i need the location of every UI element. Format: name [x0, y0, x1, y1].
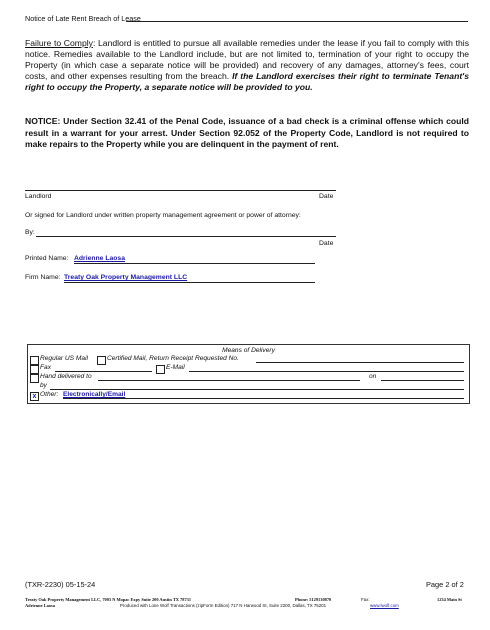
certified-mail-label: Certified Mail, Return Receipt Requested No.	[107, 355, 239, 362]
document-title: Notice of Late Rent Breach of Lease	[25, 14, 141, 23]
landlord-label: Landlord	[25, 193, 52, 200]
footer-phone: Phone: 5129130870	[295, 597, 332, 602]
by-date-label: Date	[319, 240, 334, 247]
other-checkbox[interactable]: x	[30, 392, 39, 401]
regular-mail-label: Regular US Mail	[40, 355, 89, 362]
or-signed-text: Or signed for Landlord under written property management agreement or power of attorney:	[25, 212, 301, 219]
on-label: on	[369, 373, 377, 380]
landlord-date-label: Date	[319, 193, 334, 200]
firm-name-value[interactable]: Treaty Oak Property Management LLC	[64, 274, 188, 281]
email-label: E-Mail	[166, 364, 185, 371]
firm-name-label: Firm Name:	[25, 274, 61, 281]
footer-company: Treaty Oak Property Management LLC, 7003 N Mopac Expy Suite 200 Austin TX 78731	[25, 597, 192, 602]
other-line	[63, 398, 464, 399]
email-line[interactable]	[189, 371, 464, 372]
fax-checkbox[interactable]	[30, 365, 39, 374]
firm-name-line	[64, 282, 315, 283]
regular-mail-checkbox[interactable]	[30, 356, 39, 365]
page-number: Page 2 of 2	[426, 580, 464, 589]
fax-label: Fax	[40, 364, 51, 371]
delivery-box	[27, 344, 470, 404]
other-label: Other:	[40, 391, 59, 398]
footer-fax: Fax:	[361, 597, 370, 602]
printed-name-line	[74, 263, 315, 264]
by-label: By:	[25, 229, 35, 236]
on-date-line[interactable]	[381, 380, 464, 381]
failure-heading: Failure to Comply	[25, 38, 93, 48]
by-label-delivery: by	[40, 382, 47, 389]
hand-delivered-line[interactable]	[98, 380, 360, 381]
hand-delivered-checkbox[interactable]	[30, 374, 39, 383]
footer-url[interactable]: www.lwolf.com	[370, 603, 399, 608]
by-signature-line[interactable]	[36, 236, 336, 237]
footer-produced: Produced with Lone Wolf Transactions (zipForm Edition) 717 N Harwood St, Suite 2200, Dallas, TX 75201	[120, 603, 327, 608]
form-code: (TXR-2230) 05-15-24	[25, 580, 96, 589]
footer-agent: Adrienne Laosa	[25, 603, 55, 608]
hand-delivered-label: Hand delivered to	[40, 373, 92, 380]
landlord-signature-line[interactable]	[25, 190, 336, 191]
footer-address-ref: 1234 Main St	[437, 597, 462, 602]
delivery-title: Means of Delivery	[222, 347, 275, 354]
other-value[interactable]: Electronically/Email	[63, 391, 126, 398]
certified-mail-checkbox[interactable]	[97, 356, 106, 365]
printed-name-label: Printed Name:	[25, 255, 69, 262]
failure-text: : Landlord is entitled to pursue all available remedies under the lease if you fail to comply with this notice. Remedies available to the Landlord include, but are not limited to, termination of your right to occupy the Property (in which case a separate notice will be provided) and recovery of any damages, attorney's fees, court costs, and other expenses resulting from the breach.	[25, 38, 469, 81]
delivery-by-line[interactable]	[50, 389, 464, 390]
failure-to-comply-paragraph	[25, 38, 469, 93]
fax-line[interactable]	[55, 371, 152, 372]
notice-paragraph: NOTICE: Under Section 32.41 of the Penal Code, issuance of a bad check is a criminal offense which could result in a warrant for your arrest. Under Section 92.052 of the Property Code, Landlord is not required to make repairs to the Property while you are delinquent in the payment of rent.	[25, 116, 469, 149]
printed-name-value[interactable]: Adrienne Laosa	[74, 255, 125, 262]
certified-number-line[interactable]	[256, 362, 464, 363]
title-underline	[126, 21, 468, 22]
email-checkbox[interactable]	[156, 365, 165, 374]
failure-emphasis: If the Landlord exercises their right to terminate Tenant's right to occupy the Property, a separate notice will be provided to you.	[25, 71, 470, 92]
